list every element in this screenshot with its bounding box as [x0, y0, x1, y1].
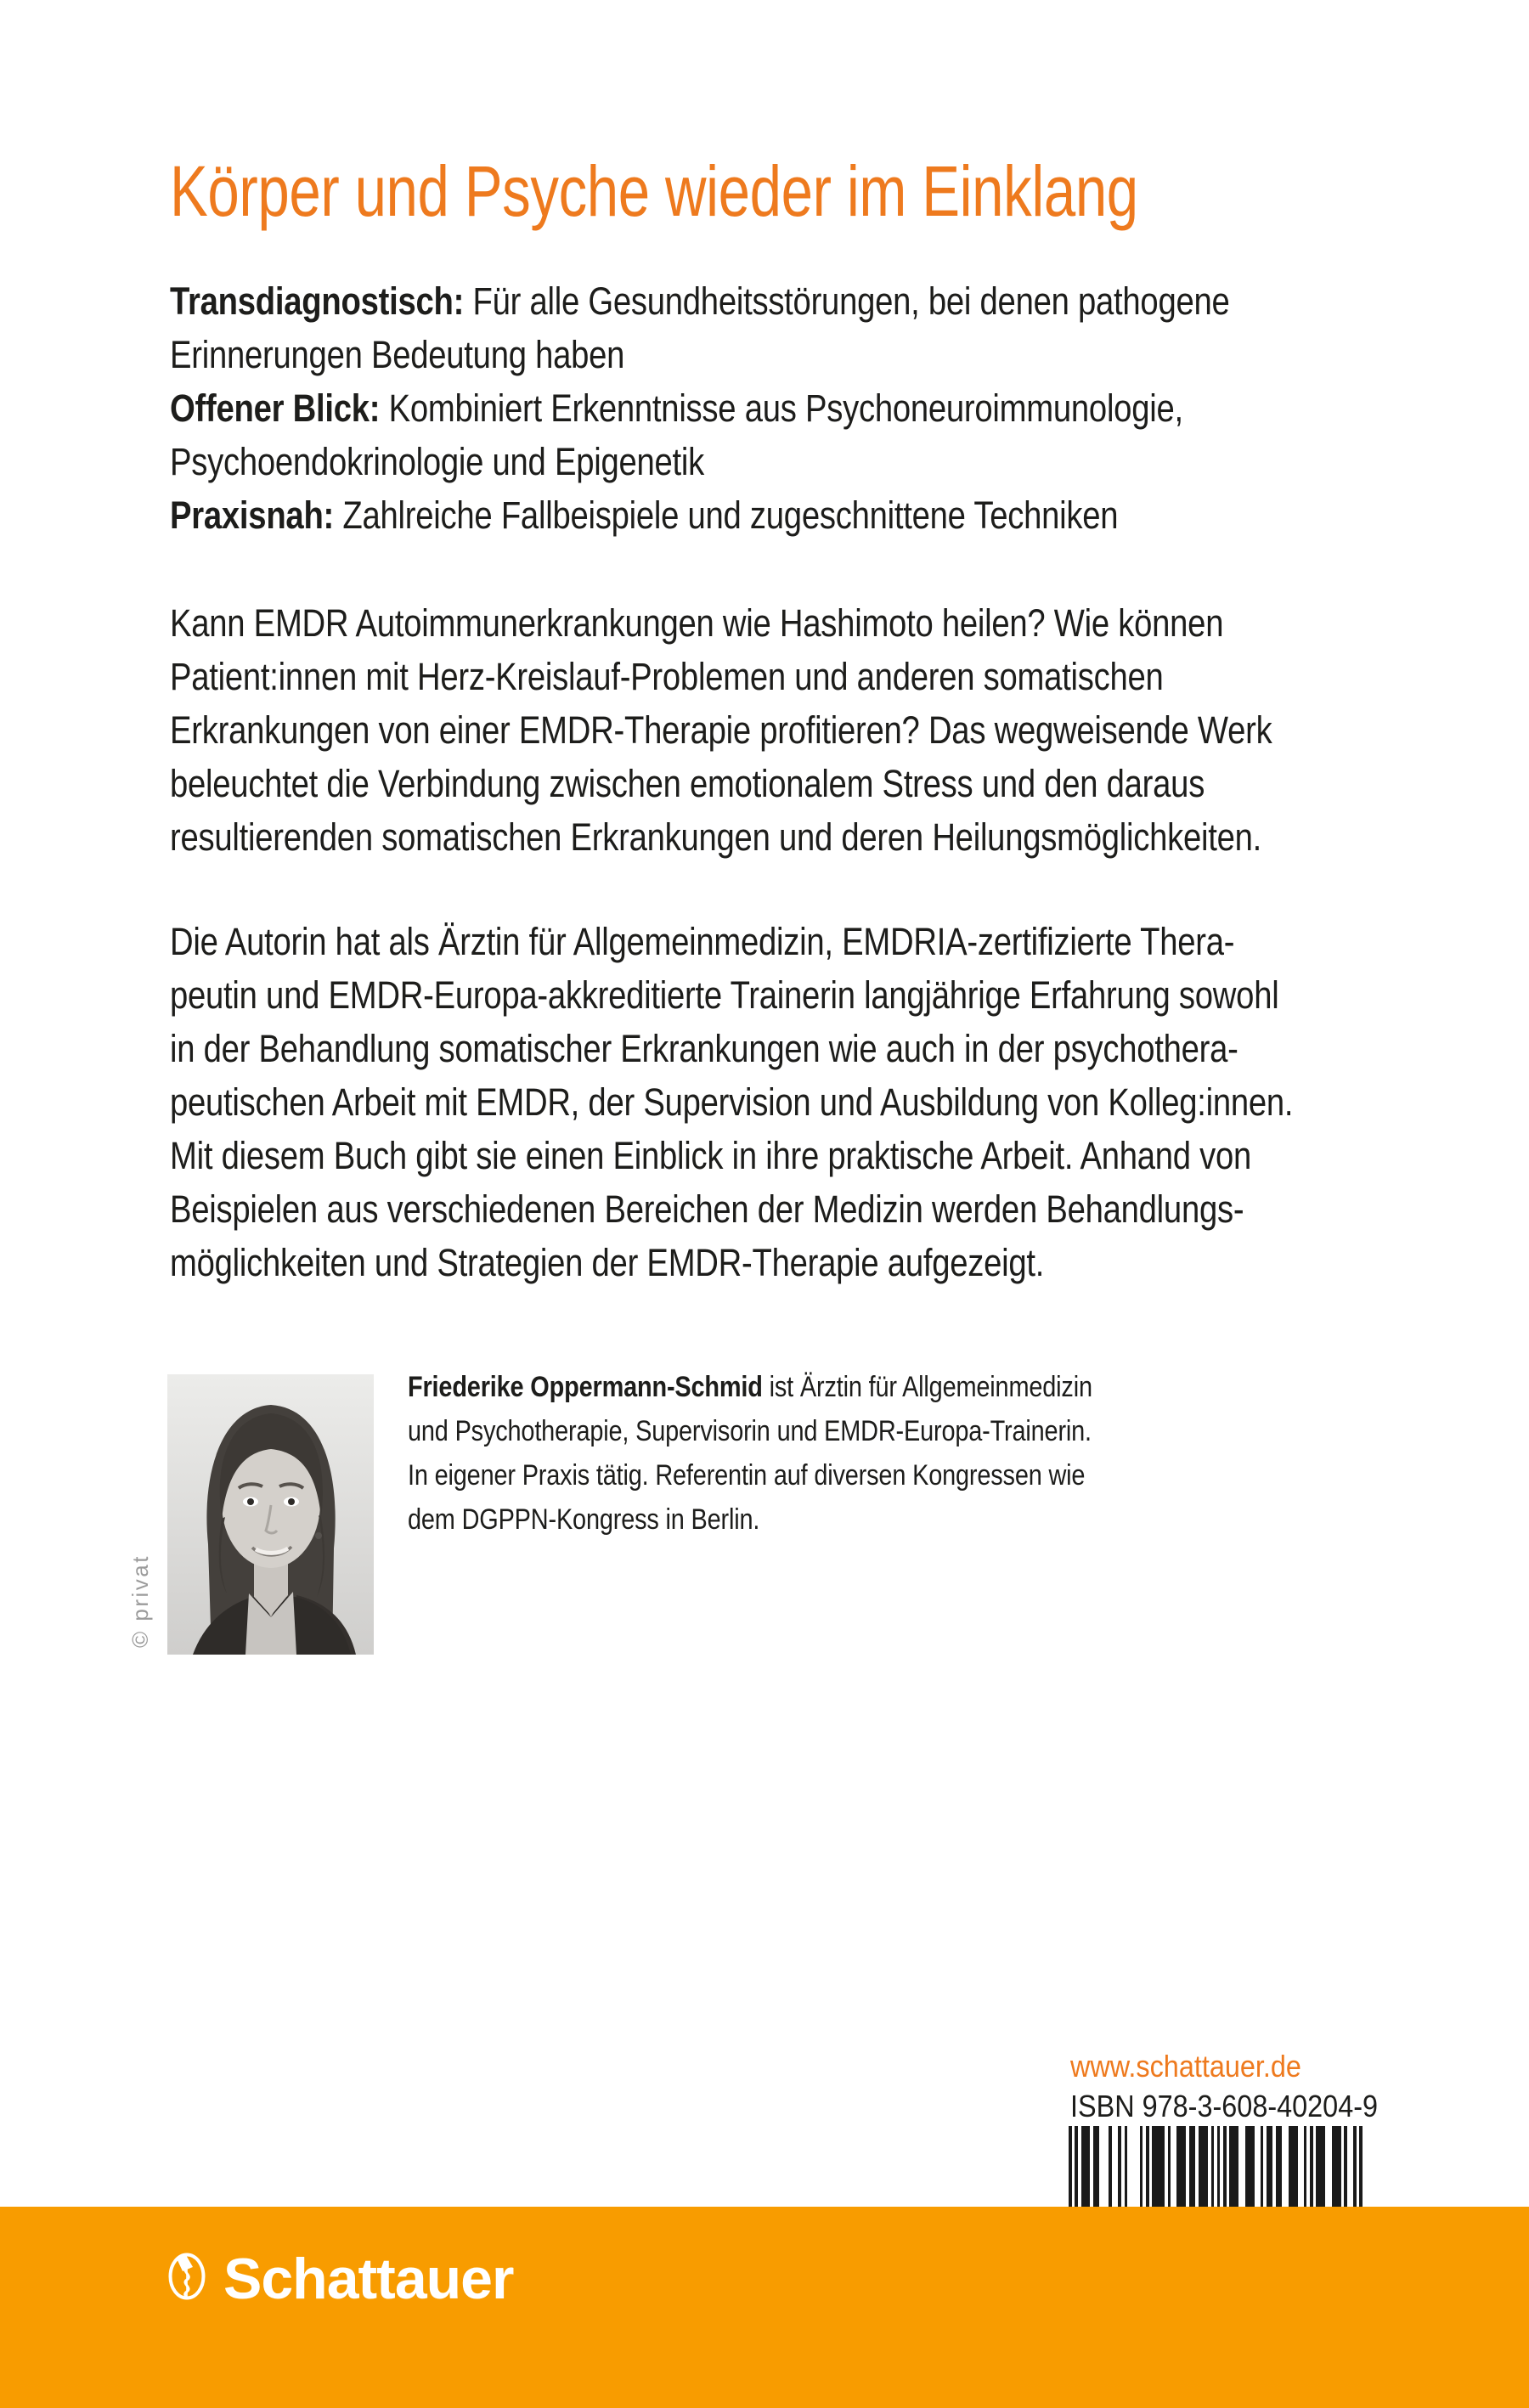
barcode-bar [1217, 2126, 1221, 2207]
barcode-bar [1069, 2126, 1072, 2207]
photo-credit: © privat [127, 1554, 153, 1648]
headline: Körper und Psyche wieder im Einklang [170, 151, 1138, 231]
barcode-bar [1332, 2126, 1341, 2207]
feature-text: Zahlreiche Fallbeispiele und zugeschnittene Techniken [342, 493, 1119, 537]
intro-paragraph: Kann EMDR Autoimmunerkrankungen wie Hashimoto heilen? Wie können Patient:innen mit Herz-Kreislauf-Problemen und anderen somatischen Erkrankungen von einer EMDR-Therapie profitieren? Das wegweisende Werk beleuchtet die Verbindung zwischen emotionalem Stress und den daraus resultierenden somatischen Erkrankungen und deren Heilungsmöglichkeiten. [170, 601, 1272, 859]
feature-label: Transdiagnostisch: [170, 279, 473, 323]
barcode-bar [1152, 2126, 1165, 2207]
barcode-bar [1316, 2126, 1325, 2207]
barcode-bar [1289, 2126, 1298, 2207]
publisher-wordmark: Schattauer [223, 2247, 514, 2311]
barcode-bar [1310, 2126, 1313, 2207]
feature-item [170, 381, 1230, 488]
barcode-bar [1223, 2126, 1227, 2207]
barcode-bar [1125, 2126, 1128, 2207]
author-photo [167, 1374, 374, 1655]
barcode-bar [1199, 2126, 1208, 2207]
barcode-bar [1140, 2126, 1143, 2207]
barcode-bar [1229, 2126, 1238, 2207]
ean-barcode [1069, 2126, 1363, 2207]
isbn-text: ISBN 978-3-608-40204-9 [1070, 2089, 1379, 2123]
author-bio-text: ist Ärztin für Allgemeinmedizin und Psychotherapie, Supervisorin und EMDR-Europa-Trainerin. In eigener Praxis tätig. Referentin auf diversen Kongressen wie dem DGPPN-Kongress in Berlin. [408, 1371, 1092, 1536]
author-bio [408, 1365, 1092, 1542]
barcode-bar [1276, 2126, 1282, 2207]
barcode-bar [1093, 2126, 1099, 2207]
author-description-paragraph: Die Autorin hat als Ärztin für Allgemeinmedizin, EMDRIA-zertifizierte Thera- peutin und EMDR-Europa-akkreditierte Trainerin langjährige Erfahrung sowohl in der Behandlung somatischer Erkrankungen wie auch in der psychothera- peutischen Arbeit mit EMDR, der Supervision und Ausbildung von Kolleg:innen. Mit diesem Buch gibt sie einen Einblick in ihre praktische Arbeit. Anhand von Beispielen aus verschiedenen Bereichen der Medizin werden Behandlungs- möglichkeiten und Strategien der EMDR-Therapie aufgezeigt. [170, 920, 1294, 1284]
barcode-bar [1211, 2126, 1215, 2207]
serpent-staff-icon [168, 2253, 206, 2300]
feature-label: Praxisnah: [170, 493, 343, 537]
barcode-bar [1118, 2126, 1121, 2207]
feature-item [170, 488, 1230, 542]
barcode-bar [1267, 2126, 1272, 2207]
barcode-bar [1353, 2126, 1357, 2207]
feature-list [170, 274, 1230, 542]
website-url: www.schattauer.de [1070, 2049, 1301, 2084]
feature-item [170, 274, 1230, 381]
barcode-bar [1245, 2126, 1255, 2207]
feature-text: Für alle Gesundheitsstörungen, bei denen pathogene Erinnerungen Bedeutung haben [170, 279, 1230, 376]
author-portrait [167, 1374, 374, 1655]
barcode-bar [1081, 2126, 1091, 2207]
barcode-bar [1261, 2126, 1264, 2207]
barcode-bar [1176, 2126, 1186, 2207]
feature-text: Kombiniert Erkenntnisse aus Psychoneuroimmunologie, Psychoendokrinologie und Epigenetik [170, 386, 1183, 483]
author-name: Friederike Oppermann-Schmid [408, 1371, 770, 1403]
barcode-bar [1344, 2126, 1347, 2207]
feature-label: Offener Blick: [170, 386, 389, 430]
barcode-bar [1168, 2126, 1171, 2207]
barcode-bar [1189, 2126, 1195, 2207]
barcode-bar [1075, 2126, 1078, 2207]
barcode-bar [1146, 2126, 1149, 2207]
barcode-bar [1109, 2126, 1112, 2207]
schattauer-logo-icon [168, 2253, 206, 2300]
barcode-bar [1359, 2126, 1363, 2207]
barcode-bar [1304, 2126, 1307, 2207]
